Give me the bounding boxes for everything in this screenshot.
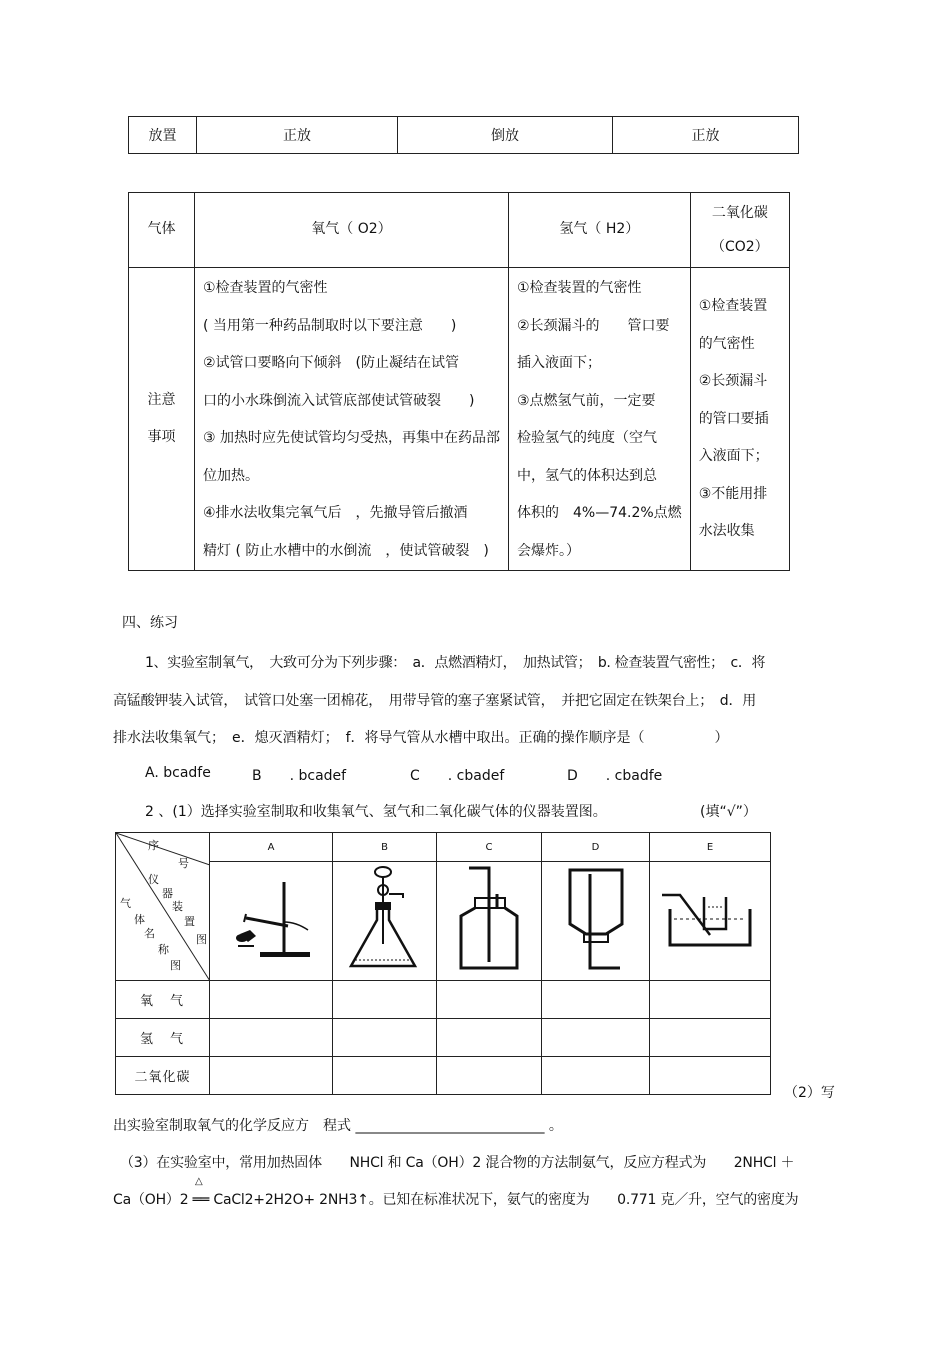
- note-line: 的气密性: [698, 335, 755, 352]
- note-line: ③ 加热时应先使试管均匀受热，再集中在药品部: [203, 430, 500, 446]
- q1-line: 排水法收集氧气； e．熄灭酒精灯； f．将导气管从水槽中取出。正确的操作顺序是（ ）: [113, 730, 729, 746]
- co2-header-line1: 二氧化碳: [711, 205, 768, 221]
- apparatus-e-cell: [650, 862, 771, 981]
- placement-label: 放置: [129, 117, 197, 154]
- note-line: ①检查装置: [698, 298, 768, 314]
- diag-label: 气: [120, 897, 131, 910]
- q1-line: 1、实验室制氧气， 大致可分为下列步骤： a．点燃酒精灯， 加热试管； b. 检查装置气密性； c．将: [145, 655, 766, 671]
- apparatus-d-cell: [542, 862, 650, 981]
- conical-flask-funnel-icon: [345, 864, 425, 974]
- row-label-o2: 氧 气: [116, 981, 210, 1019]
- note-line: ②长颈漏斗: [698, 373, 768, 389]
- note-line: 精灯 ( 防止水槽中的水倒流 ，使试管破裂 ): [203, 542, 489, 559]
- note-line: ( 当用第一种药品制取时以下要注意 ): [203, 317, 457, 334]
- section-heading: 四、练习: [122, 615, 178, 631]
- answer-cell[interactable]: [650, 1019, 771, 1057]
- reaction-heat-symbol: △: [195, 1176, 203, 1187]
- diag-label: 图: [196, 933, 207, 946]
- q1-option-b: B . bcadef: [252, 768, 347, 784]
- note-line: 的管口要插: [698, 410, 769, 427]
- diag-label: 序: [148, 839, 159, 852]
- apparatus-table: [115, 832, 771, 1095]
- o2-header: 氧气（ O2）: [195, 193, 509, 268]
- answer-cell[interactable]: [333, 1019, 437, 1057]
- placement-cell-b: 倒放: [398, 117, 613, 154]
- q2-fill-hint: (填“√”）: [700, 804, 757, 820]
- placement-cell-a: 正放: [197, 117, 398, 154]
- diag-label: 仪: [148, 873, 159, 886]
- note-line: 检验氢气的纯度（空气: [517, 430, 657, 446]
- answer-cell[interactable]: [437, 1019, 542, 1057]
- apparatus-a-cell: [210, 862, 333, 981]
- q1-line: 高锰酸钾装入试管， 试管口处塞一团棉花， 用带导管的塞子塞紧试管， 并把它固定在铁架台上； d．用: [113, 693, 757, 709]
- row-label-co2: 二氧化碳: [116, 1057, 210, 1095]
- column-header-d: D: [542, 833, 650, 862]
- notes-row-label: [129, 268, 195, 571]
- answer-cell[interactable]: [542, 1019, 650, 1057]
- note-line: ①检查装置的气密性: [517, 280, 642, 296]
- placement-cell-c: 正放: [613, 117, 799, 154]
- h2-header: 氢气（ H2）: [509, 193, 691, 268]
- note-line: 位加热。: [203, 467, 259, 484]
- notes-table: [128, 192, 790, 571]
- answer-cell[interactable]: [437, 981, 542, 1019]
- note-line: ②试管口要略向下倾斜 (防止凝结在试管: [203, 355, 460, 371]
- placement-table: [128, 116, 799, 154]
- co2-header-line2: （CO2）: [710, 239, 769, 255]
- note-line: ③不能用排: [698, 485, 768, 502]
- note-line: 中，氢气的体积达到总: [517, 467, 657, 484]
- note-line: 水法收集: [698, 523, 755, 539]
- answer-cell[interactable]: [210, 1019, 333, 1057]
- notes-row-label-line1: 注意: [147, 391, 176, 408]
- q1-option-c: C . cbadef: [410, 768, 505, 784]
- diag-label: 图: [170, 959, 181, 972]
- inverted-bottle-icon: [556, 864, 636, 974]
- answer-cell[interactable]: [542, 1057, 650, 1095]
- gas-header: 气体: [129, 193, 195, 268]
- column-header-b: B: [333, 833, 437, 862]
- apparatus-c-cell: [437, 862, 542, 981]
- diag-label: 称: [158, 943, 169, 956]
- q1-option-a: A. bcadfe: [145, 765, 211, 781]
- diag-label: 置: [184, 915, 195, 928]
- answer-cell[interactable]: [437, 1057, 542, 1095]
- diag-label: 体: [134, 913, 145, 926]
- water-trough-collection-icon: [660, 879, 760, 959]
- row-label-h2: 氢 气: [116, 1019, 210, 1057]
- q2-part2-line[interactable]: 出实验室制取氧气的化学反应方 程式 ___________________________ 。: [113, 1118, 563, 1134]
- answer-cell[interactable]: [210, 1057, 333, 1095]
- column-header-c: C: [437, 833, 542, 862]
- answer-cell[interactable]: [650, 981, 771, 1019]
- answer-cell[interactable]: [650, 1057, 771, 1095]
- column-header-a: A: [210, 833, 333, 862]
- answer-cell[interactable]: [333, 981, 437, 1019]
- notes-row-label-line2: 事项: [147, 429, 176, 445]
- note-line: ③点燃氢气前，一定要: [517, 392, 656, 409]
- note-line: 入液面下；: [698, 448, 769, 464]
- apparatus-b-cell: [333, 862, 437, 981]
- q2-part2-tail: （2）写: [784, 1085, 835, 1101]
- co2-notes: [690, 268, 789, 571]
- q3-line: （3）在实验室中，常用加热固体 NHCl 和 Ca（OH）2 混合物的方法制氨气，反应方程式为 2NHCl ＋: [120, 1155, 795, 1171]
- answer-cell[interactable]: [210, 981, 333, 1019]
- answer-cell[interactable]: [542, 981, 650, 1019]
- co2-header: [690, 193, 789, 268]
- q3-line: Ca（OH）2 ══ CaCl2+2H2O+ 2NH3↑。已知在标准状况下，氨气的密度为 0.771 克／升，空气的密度为: [113, 1192, 799, 1208]
- note-line: 会爆炸。）: [517, 542, 580, 559]
- note-line: 口的小水珠倒流入试管底部使试管破裂 ): [203, 392, 475, 409]
- note-line: ④排水法收集完氧气后 ，先撤导管后撤酒: [203, 505, 468, 521]
- gas-collection-bottle-icon: [449, 864, 529, 974]
- note-line: 体积的 4%—74.2%点燃: [517, 505, 682, 521]
- diag-label: 名: [144, 927, 155, 940]
- test-tube-heating-apparatus-icon: [226, 874, 316, 964]
- h2-notes: [509, 268, 691, 571]
- answer-cell[interactable]: [333, 1057, 437, 1095]
- o2-notes: [195, 268, 509, 571]
- q2-line: 2 、(1）选择实验室制取和收集氧气、氢气和二氧化碳气体的仪器装置图。: [145, 804, 607, 820]
- diag-label: 号: [178, 857, 189, 870]
- column-header-e: E: [650, 833, 771, 862]
- diag-label: 器: [162, 887, 173, 900]
- diag-label: 装: [172, 900, 183, 913]
- note-line: 插入液面下；: [517, 355, 601, 371]
- diagonal-header-cell: [116, 833, 210, 981]
- q1-option-d: D . cbadfe: [567, 768, 663, 784]
- note-line: ①检查装置的气密性: [203, 280, 328, 296]
- note-line: ②长颈漏斗的 管口要: [517, 317, 670, 334]
